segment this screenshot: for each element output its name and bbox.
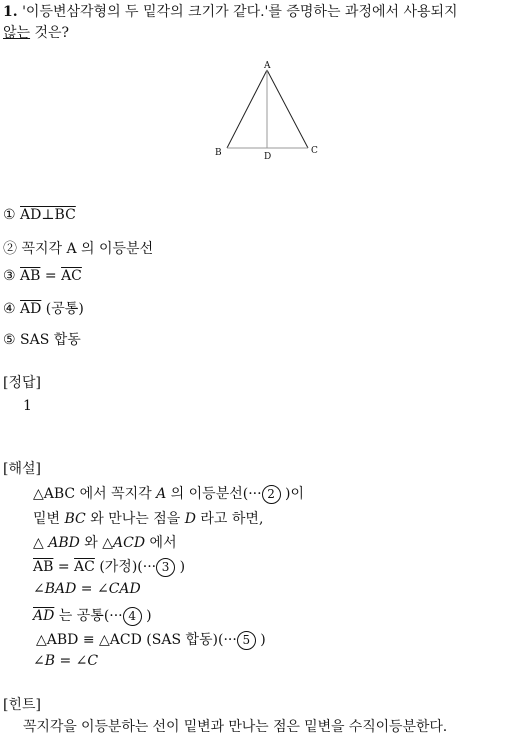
circled-number: 4	[123, 607, 142, 626]
explanation-line-1	[33, 483, 304, 504]
option-marker: ②	[3, 241, 17, 257]
triangle-figure	[210, 58, 322, 164]
explanation-line-8: ∠B = ∠C	[33, 653, 99, 669]
var-d: D	[184, 511, 196, 527]
hint-text: 꼭지각을 이등분하는 선이 밑변과 만나는 점은 밑변을 수직이등분한다.	[23, 719, 448, 735]
text: △	[33, 535, 49, 551]
text: 는 공통(···	[54, 608, 123, 624]
side-ab	[227, 70, 267, 148]
explanation-line-5: ∠BAD = ∠CAD	[33, 581, 141, 597]
text: △ABD ≡ △ACD (SAS 합동)(···	[36, 632, 237, 648]
option-marker: ⑤	[3, 332, 16, 348]
side-ac	[267, 70, 308, 148]
answer-value: 1	[23, 398, 32, 414]
text: )이	[280, 486, 305, 502]
explanation-line-4	[33, 556, 185, 577]
var-bc: BC	[64, 511, 86, 527]
segment-ab: $\overline{AB}$	[33, 559, 54, 575]
segment-ac: $\overline{AC}$	[74, 559, 95, 575]
option-text: SAS 합동	[20, 332, 81, 348]
text: )	[175, 559, 186, 575]
label-d: D	[264, 152, 272, 162]
text: )	[141, 608, 152, 624]
text: 밑변	[33, 511, 65, 527]
text: 와 만나는 점을	[85, 511, 185, 527]
option-marker: ③	[3, 268, 16, 284]
hint-heading: [힌트]	[3, 697, 41, 713]
var-a: A	[156, 486, 167, 502]
text: 라고 하면,	[195, 511, 264, 527]
question-text: '이등변삼각형의 두 밑각의 크기가 같다.'를 증명하는 과정에서 사용되지	[22, 4, 458, 20]
equals-sign: =	[40, 268, 62, 284]
option-1	[3, 207, 76, 223]
option-3	[3, 268, 82, 284]
explanation-line-6	[33, 605, 152, 626]
option-text: AD⊥BC	[20, 207, 76, 223]
label-c: C	[311, 146, 318, 156]
question-number: 1.	[3, 4, 18, 20]
explanation-heading: [해설]	[3, 461, 41, 477]
circled-number: 2	[262, 485, 281, 504]
segment-ad: $\overline{AD}$	[20, 301, 42, 317]
option-marker: ④	[3, 301, 16, 317]
question-text-end: 것은?	[30, 25, 70, 41]
equals-sign: =	[53, 559, 75, 575]
option-text: (공통)	[41, 301, 84, 317]
text: )	[255, 632, 266, 648]
segment-ac: $\overline{AC}$	[61, 268, 82, 284]
option-text: 꼭지각 A 의 이등분선	[21, 241, 154, 257]
text: 의 이등분선(···	[166, 486, 262, 502]
question-line-2	[3, 23, 69, 44]
text: △ABC 에서 꼭지각	[33, 486, 157, 502]
text: 에서	[145, 535, 177, 551]
text: 와 △	[79, 535, 114, 551]
question-line-1	[3, 2, 458, 23]
segment-ab: $\overline{AB}$	[20, 268, 41, 284]
option-5	[3, 329, 81, 349]
explanation-line-7	[36, 629, 266, 650]
circled-number: 5	[237, 631, 256, 650]
var-acd: ACD	[113, 535, 146, 551]
circled-number: 3	[156, 558, 175, 577]
explanation-line-2	[33, 508, 263, 528]
segment-ad: $\overline{AD}$	[33, 608, 55, 624]
text: (가정)(···	[94, 559, 157, 575]
question-underlined-word: 않는	[3, 25, 31, 41]
option-2	[3, 238, 153, 258]
label-a: A	[264, 61, 271, 71]
explanation-line-3	[33, 532, 177, 552]
var-abd: ABD	[48, 535, 80, 551]
option-4	[3, 298, 84, 318]
option-marker: ①	[3, 207, 16, 223]
label-b: B	[215, 148, 222, 158]
answer-heading: [정답]	[3, 375, 41, 391]
